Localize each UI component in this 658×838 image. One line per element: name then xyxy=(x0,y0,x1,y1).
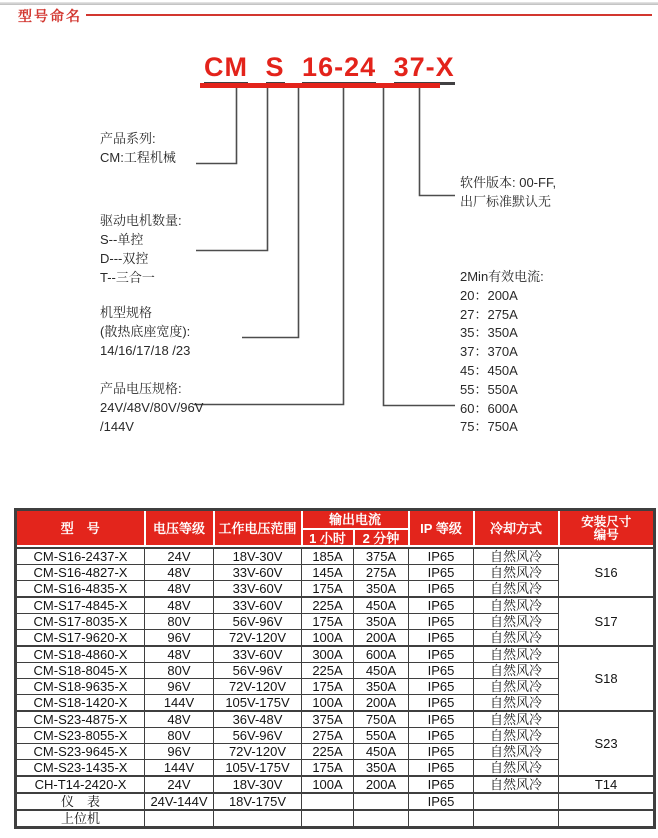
cell-ip-rating: IP65 xyxy=(409,614,474,630)
cell-cooling: 自然风冷 xyxy=(474,630,559,647)
cell-model: CM-S17-4845-X xyxy=(16,597,145,614)
cell-working-voltage: 33V-60V xyxy=(214,646,302,663)
col-header-working-voltage: 工作电压范围 xyxy=(214,510,302,549)
cell-working-voltage: 56V-96V xyxy=(214,614,302,630)
cell-ip-rating: IP65 xyxy=(409,646,474,663)
cell-mount-size-code: S17 xyxy=(559,597,655,646)
cell-working-voltage: 56V-96V xyxy=(214,728,302,744)
cell-cooling: 自然风冷 xyxy=(474,711,559,728)
label-line: D---双控 xyxy=(100,251,149,266)
cell-cooling: 自然风冷 xyxy=(474,614,559,630)
cell-current-2min xyxy=(354,793,409,810)
cell-voltage-class: 48V xyxy=(145,565,214,581)
label-line: 软件版本: 00-FF, xyxy=(460,175,557,190)
col-header-output-current: 输出电流 xyxy=(302,510,409,530)
cell-current-2min: 200A xyxy=(354,695,409,712)
label-frame-size xyxy=(100,303,190,360)
model-code-segment-motor: S xyxy=(266,54,285,85)
cell-mount-size-code: S18 xyxy=(559,646,655,711)
cell-ip-rating: IP65 xyxy=(409,728,474,744)
cell-cooling xyxy=(474,810,559,828)
label-line: 产品电压规格: xyxy=(100,381,182,396)
connector-product-series xyxy=(196,88,237,164)
label-line: 机型规格 xyxy=(100,305,153,320)
label-line: (散热底座宽度): xyxy=(100,324,191,339)
cell-working-voltage: 33V-60V xyxy=(214,565,302,581)
label-line: 产品系列: xyxy=(100,131,156,146)
section-title: 型号命名 xyxy=(18,8,82,24)
label-line: /144V xyxy=(100,419,134,434)
cell-mount-size-code xyxy=(559,810,655,828)
cell-voltage-class: 24V xyxy=(145,776,214,793)
cell-current-1h: 225A xyxy=(302,744,354,760)
col-header-cooling: 冷却方式 xyxy=(474,510,559,549)
cell-working-voltage: 105V-175V xyxy=(214,760,302,777)
cell-voltage-class: 96V xyxy=(145,630,214,647)
cell-voltage-class: 48V xyxy=(145,597,214,614)
cell-current-1h: 145A xyxy=(302,565,354,581)
cell-cooling: 自然风冷 xyxy=(474,760,559,777)
connector-software-version xyxy=(420,88,456,196)
cell-cooling: 自然风冷 xyxy=(474,597,559,614)
table-row xyxy=(16,548,655,565)
cell-voltage-class: 24V-144V xyxy=(145,793,214,810)
cell-working-voltage: 72V-120V xyxy=(214,630,302,647)
table-row xyxy=(16,810,655,828)
cell-voltage-class xyxy=(145,810,214,828)
cell-mount-size-code xyxy=(559,793,655,810)
connector-motor-count xyxy=(196,88,268,251)
cell-current-1h: 375A xyxy=(302,711,354,728)
cell-model: CM-S18-4860-X xyxy=(16,646,145,663)
cell-cooling xyxy=(474,793,559,810)
cell-model: CM-S23-1435-X xyxy=(16,760,145,777)
cell-ip-rating: IP65 xyxy=(409,548,474,565)
cell-model: 仪 表 xyxy=(16,793,145,810)
label-line: 75：750A xyxy=(460,419,518,435)
cell-cooling: 自然风冷 xyxy=(474,565,559,581)
label-line: S--单控 xyxy=(100,232,144,247)
label-software-version xyxy=(460,174,556,212)
cell-model: CM-S18-1420-X xyxy=(16,695,145,712)
cell-current-1h: 175A xyxy=(302,760,354,777)
cell-ip-rating: IP65 xyxy=(409,793,474,810)
cell-current-2min: 450A xyxy=(354,597,409,614)
cell-current-2min: 450A xyxy=(354,744,409,760)
cell-model: CM-S16-2437-X xyxy=(16,548,145,565)
cell-cooling: 自然风冷 xyxy=(474,663,559,679)
cell-current-1h: 100A xyxy=(302,695,354,712)
cell-voltage-class: 80V xyxy=(145,728,214,744)
cell-mount-size-code: T14 xyxy=(559,776,655,793)
cell-working-voltage: 33V-60V xyxy=(214,581,302,598)
cell-current-2min xyxy=(354,810,409,828)
cell-voltage-class: 48V xyxy=(145,646,214,663)
connector-voltage-spec xyxy=(194,88,344,405)
model-code-red-bar xyxy=(200,83,440,88)
model-code-segment-current-version: 37-X xyxy=(394,54,455,85)
cell-current-2min: 350A xyxy=(354,679,409,695)
cell-model: CM-S23-4875-X xyxy=(16,711,145,728)
cell-cooling: 自然风冷 xyxy=(474,548,559,565)
cell-working-voltage: 18V-30V xyxy=(214,548,302,565)
cell-mount-size-code: S23 xyxy=(559,711,655,776)
cell-cooling: 自然风冷 xyxy=(474,728,559,744)
table-row xyxy=(16,793,655,810)
model-code-segment-series: CM xyxy=(204,54,248,85)
label-line: 55：550A xyxy=(460,381,518,397)
cell-working-voltage: 18V-30V xyxy=(214,776,302,793)
cell-ip-rating: IP65 xyxy=(409,630,474,647)
cell-model: CM-S23-8055-X xyxy=(16,728,145,744)
cell-ip-rating xyxy=(409,810,474,828)
cell-working-voltage: 72V-120V xyxy=(214,679,302,695)
col-header-model: 型 号 xyxy=(16,510,145,549)
cell-current-1h: 175A xyxy=(302,581,354,598)
label-line: 驱动电机数量: xyxy=(100,213,182,228)
cell-model: CM-S18-8045-X xyxy=(16,663,145,679)
model-code-segment-frame-voltage: 16-24 xyxy=(302,54,376,85)
cell-voltage-class: 96V xyxy=(145,679,214,695)
label-voltage-spec xyxy=(100,379,203,436)
cell-ip-rating: IP65 xyxy=(409,565,474,581)
label-line: 45：450A xyxy=(460,362,518,378)
cell-current-2min: 200A xyxy=(354,776,409,793)
cell-cooling: 自然风冷 xyxy=(474,776,559,793)
label-line: CM:工程机械 xyxy=(100,150,176,165)
cell-current-2min: 350A xyxy=(354,760,409,777)
cell-current-1h xyxy=(302,793,354,810)
cell-ip-rating: IP65 xyxy=(409,776,474,793)
cell-current-1h: 300A xyxy=(302,646,354,663)
header-row-1 xyxy=(16,510,655,530)
label-line: 24V/48V/80V/96V xyxy=(100,400,204,415)
col-header-1hour: 1 小时 xyxy=(302,529,354,548)
cell-model: CM-S16-4827-X xyxy=(16,565,145,581)
cell-cooling: 自然风冷 xyxy=(474,695,559,712)
cell-model: CM-S17-9620-X xyxy=(16,630,145,647)
table-row xyxy=(16,597,655,614)
cell-current-2min: 600A xyxy=(354,646,409,663)
cell-mount-size-code: S16 xyxy=(559,548,655,597)
cell-model: CM-S17-8035-X xyxy=(16,614,145,630)
cell-voltage-class: 144V xyxy=(145,695,214,712)
cell-model: CM-S16-4835-X xyxy=(16,581,145,598)
table-row xyxy=(16,776,655,793)
col-header-2min: 2 分钟 xyxy=(354,529,409,548)
cell-cooling: 自然风冷 xyxy=(474,646,559,663)
cell-ip-rating: IP65 xyxy=(409,695,474,712)
cell-working-voltage: 56V-96V xyxy=(214,663,302,679)
cell-ip-rating: IP65 xyxy=(409,760,474,777)
spec-table-body xyxy=(16,548,655,828)
cell-current-1h xyxy=(302,810,354,828)
cell-cooling: 自然风冷 xyxy=(474,679,559,695)
cell-current-1h: 185A xyxy=(302,548,354,565)
cell-current-1h: 175A xyxy=(302,614,354,630)
cell-current-2min: 375A xyxy=(354,548,409,565)
col-header-voltage-class: 电压等级 xyxy=(145,510,214,549)
cell-current-2min: 200A xyxy=(354,630,409,647)
label-2min-current-list xyxy=(460,268,544,437)
label-product-series xyxy=(100,129,176,167)
label-line: 27：275A xyxy=(460,306,518,322)
cell-ip-rating: IP65 xyxy=(409,663,474,679)
label-line: 35：350A xyxy=(460,325,518,341)
label-line: 14/16/17/18 /23 xyxy=(100,343,191,358)
cell-voltage-class: 24V xyxy=(145,548,214,565)
table-row xyxy=(16,711,655,728)
cell-working-voltage xyxy=(214,810,302,828)
cell-model: CM-S23-9645-X xyxy=(16,744,145,760)
cell-current-2min: 350A xyxy=(354,581,409,598)
cell-working-voltage: 36V-48V xyxy=(214,711,302,728)
cell-current-1h: 225A xyxy=(302,597,354,614)
cell-working-voltage: 33V-60V xyxy=(214,597,302,614)
cell-current-1h: 275A xyxy=(302,728,354,744)
label-line: 20：200A xyxy=(460,287,518,303)
model-code xyxy=(204,52,455,85)
cell-working-voltage: 105V-175V xyxy=(214,695,302,712)
cell-voltage-class: 96V xyxy=(145,744,214,760)
col-header-mount-size-line2: 编号 xyxy=(593,528,619,542)
connector-frame-size xyxy=(242,88,299,338)
label-motor-count xyxy=(100,211,182,287)
spec-table xyxy=(14,508,656,829)
cell-ip-rating: IP65 xyxy=(409,597,474,614)
table-row xyxy=(16,646,655,663)
cell-ip-rating: IP65 xyxy=(409,744,474,760)
cell-current-1h: 100A xyxy=(302,630,354,647)
cell-model: CH-T14-2420-X xyxy=(16,776,145,793)
cell-current-2min: 750A xyxy=(354,711,409,728)
label-line: 37：370A xyxy=(460,344,518,360)
cell-ip-rating: IP65 xyxy=(409,679,474,695)
cell-current-1h: 225A xyxy=(302,663,354,679)
cell-current-2min: 350A xyxy=(354,614,409,630)
label-line: 60：600A xyxy=(460,400,518,416)
label-line: T--三合一 xyxy=(100,270,155,285)
label-line: 2Min有效电流: xyxy=(460,269,544,284)
cell-ip-rating: IP65 xyxy=(409,581,474,598)
spec-table-head xyxy=(16,510,655,549)
cell-voltage-class: 48V xyxy=(145,581,214,598)
cell-current-2min: 450A xyxy=(354,663,409,679)
cell-voltage-class: 144V xyxy=(145,760,214,777)
cell-model: 上位机 xyxy=(16,810,145,828)
cell-working-voltage: 72V-120V xyxy=(214,744,302,760)
cell-working-voltage: 18V-175V xyxy=(214,793,302,810)
cell-current-1h: 175A xyxy=(302,679,354,695)
cell-current-2min: 550A xyxy=(354,728,409,744)
col-header-mount-size xyxy=(559,510,655,549)
cell-model: CM-S18-9635-X xyxy=(16,679,145,695)
cell-current-1h: 100A xyxy=(302,776,354,793)
col-header-ip-rating: IP 等级 xyxy=(409,510,474,549)
label-line: 出厂标准默认无 xyxy=(460,193,552,209)
cell-current-2min: 275A xyxy=(354,565,409,581)
cell-voltage-class: 48V xyxy=(145,711,214,728)
cell-cooling: 自然风冷 xyxy=(474,581,559,598)
cell-voltage-class: 80V xyxy=(145,614,214,630)
cell-voltage-class: 80V xyxy=(145,663,214,679)
cell-cooling: 自然风冷 xyxy=(474,744,559,760)
col-header-mount-size-line1: 安装尺寸 xyxy=(581,515,632,529)
cell-ip-rating: IP65 xyxy=(409,711,474,728)
